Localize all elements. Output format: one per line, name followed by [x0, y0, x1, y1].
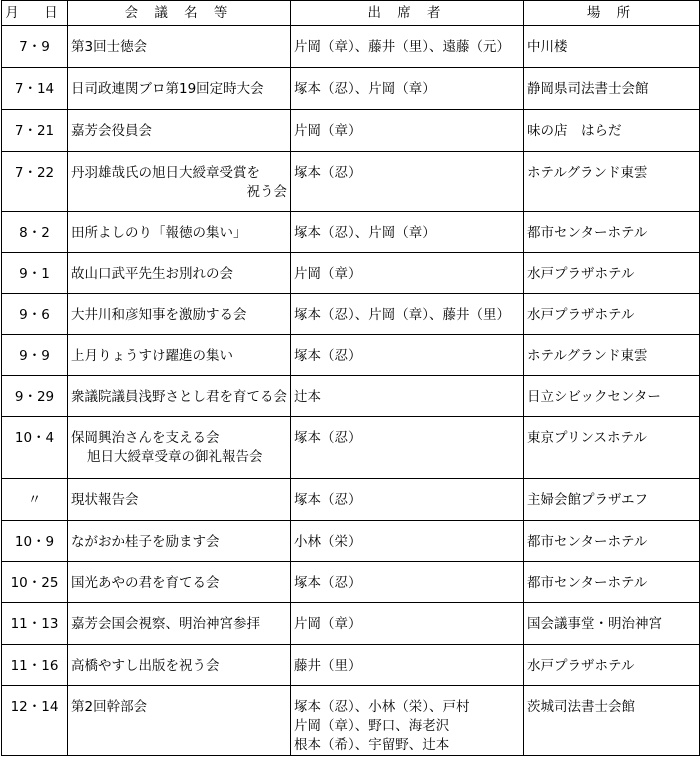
event-line: 田所よしのり「報徳の集い」 — [71, 225, 247, 241]
cell-event — [68, 376, 291, 417]
table-row — [2, 335, 700, 376]
cell-event — [68, 417, 291, 479]
cell-date: 10・25 — [2, 562, 68, 603]
cell-attendees — [291, 479, 524, 521]
event-line: 現状報告会 — [71, 492, 139, 508]
cell-place: 都市センターホテル — [524, 212, 700, 253]
cell-event — [68, 645, 291, 686]
attendee-line: 塚本（忍）、小林（栄）、戸村 — [294, 699, 470, 715]
attendee-line: 塚本（忍）、片岡（章） — [294, 81, 436, 97]
table-row — [2, 376, 700, 417]
attendee-line: 塚本（忍） — [294, 430, 362, 446]
cell-date: 11・16 — [2, 645, 68, 686]
cell-date: 10・9 — [2, 521, 68, 562]
cell-date: 8・2 — [2, 212, 68, 253]
cell-attendees — [291, 253, 524, 294]
cell-place: 水戸プラザホテル — [524, 294, 700, 335]
attendee-line: 藤井（里） — [294, 658, 362, 674]
cell-attendees — [291, 417, 524, 479]
attendee-line: 片岡（章） — [294, 616, 362, 632]
table-row — [2, 110, 700, 152]
cell-event — [68, 335, 291, 376]
cell-place: 水戸プラザホテル — [524, 253, 700, 294]
table-row — [2, 479, 700, 521]
cell-event — [68, 68, 291, 110]
attendee-line: 塚本（忍） — [294, 492, 362, 508]
cell-event — [68, 521, 291, 562]
cell-event — [68, 603, 291, 645]
cell-place: 都市センターホテル — [524, 562, 700, 603]
cell-event — [68, 152, 291, 212]
event-line: 祝う会 — [246, 184, 287, 200]
header-event: 会 議 名 等 — [68, 1, 291, 26]
cell-place: 水戸プラザホテル — [524, 645, 700, 686]
attendee-line: 塚本（忍） — [294, 575, 362, 591]
table-row — [2, 26, 700, 68]
attendee-line: 塚本（忍）、片岡（章）、藤井（里） — [294, 307, 510, 323]
attendee-line: 片岡（章）、野口、海老沢 — [294, 718, 450, 734]
cell-date: 10・4 — [2, 417, 68, 479]
cell-attendees — [291, 645, 524, 686]
table-row — [2, 253, 700, 294]
cell-event — [68, 562, 291, 603]
cell-event — [68, 686, 291, 756]
cell-attendees — [291, 686, 524, 756]
header-attendees: 出 席 者 — [291, 1, 524, 26]
cell-date: 7・14 — [2, 68, 68, 110]
cell-attendees — [291, 603, 524, 645]
cell-date: 9・29 — [2, 376, 68, 417]
event-line: 嘉芳会国会視察、明治神宮参拝 — [71, 616, 260, 632]
cell-date: 〃 — [2, 479, 68, 521]
header-place: 場 所 — [524, 1, 700, 26]
cell-date: 7・22 — [2, 152, 68, 212]
event-line: 丹羽雄哉氏の旭日大綬章受賞を — [71, 165, 260, 181]
cell-event — [68, 479, 291, 521]
header-date: 月 日 — [2, 1, 68, 26]
table-row — [2, 562, 700, 603]
table-row — [2, 645, 700, 686]
attendee-line: 塚本（忍）、片岡（章） — [294, 225, 436, 241]
event-line: 第3回士徳会 — [71, 39, 148, 55]
cell-attendees — [291, 376, 524, 417]
event-line: 旭日大綬章受章の御礼報告会 — [87, 449, 263, 465]
cell-event — [68, 253, 291, 294]
cell-attendees — [291, 68, 524, 110]
cell-event — [68, 294, 291, 335]
cell-place: 都市センターホテル — [524, 521, 700, 562]
cell-event — [68, 212, 291, 253]
event-line: 第2回幹部会 — [71, 699, 148, 715]
table-row — [2, 521, 700, 562]
attendee-line: 小林（栄） — [294, 534, 362, 550]
cell-attendees — [291, 212, 524, 253]
cell-place: ホテルグランド東雲 — [524, 335, 700, 376]
cell-date: 7・21 — [2, 110, 68, 152]
event-line: 高橋やすし出版を祝う会 — [71, 658, 220, 674]
attendee-line: 片岡（章） — [294, 266, 362, 282]
cell-place: 味の店 はらだ — [524, 110, 700, 152]
event-line: 保岡興治さんを支える会 — [71, 430, 220, 446]
attendee-line: 塚本（忍） — [294, 348, 362, 364]
attendee-line: 根本（希）、宇留野、辻本 — [294, 737, 450, 753]
cell-place: 主婦会館プラザエフ — [524, 479, 700, 521]
cell-attendees — [291, 335, 524, 376]
event-line: 衆議院議員浅野さとし君を育てる会 — [71, 389, 287, 405]
cell-attendees — [291, 110, 524, 152]
cell-place: ホテルグランド東雲 — [524, 152, 700, 212]
header-row — [2, 1, 700, 26]
cell-date: 9・6 — [2, 294, 68, 335]
event-line: 日司政連関ブロ第19回定時大会 — [71, 81, 264, 97]
cell-attendees — [291, 152, 524, 212]
event-line: 大井川和彦知事を激励する会 — [71, 307, 247, 323]
attendee-line: 辻本 — [294, 389, 321, 405]
table-row — [2, 294, 700, 335]
event-line: 嘉芳会役員会 — [71, 123, 152, 139]
cell-date: 12・14 — [2, 686, 68, 756]
attendee-line: 片岡（章）、藤井（里）、遠藤（元） — [294, 39, 510, 55]
cell-attendees — [291, 294, 524, 335]
cell-place: 静岡県司法書士会館 — [524, 68, 700, 110]
schedule-table — [1, 0, 700, 756]
cell-attendees — [291, 26, 524, 68]
cell-place: 東京プリンスホテル — [524, 417, 700, 479]
table-row — [2, 417, 700, 479]
table-row — [2, 68, 700, 110]
table-row — [2, 603, 700, 645]
event-line: ながおか桂子を励ます会 — [71, 534, 220, 550]
event-line: 国光あやの君を育てる会 — [71, 575, 220, 591]
cell-event — [68, 26, 291, 68]
cell-date: 11・13 — [2, 603, 68, 645]
table-row — [2, 686, 700, 756]
cell-attendees — [291, 562, 524, 603]
event-line: 故山口武平先生お別れの会 — [71, 266, 233, 282]
attendee-line: 塚本（忍） — [294, 165, 362, 181]
cell-place: 中川楼 — [524, 26, 700, 68]
cell-date: 9・9 — [2, 335, 68, 376]
cell-date: 9・1 — [2, 253, 68, 294]
table-row — [2, 212, 700, 253]
cell-attendees — [291, 521, 524, 562]
table-row — [2, 152, 700, 212]
cell-date: 7・9 — [2, 26, 68, 68]
event-line: 上月りょうすけ躍進の集い — [71, 348, 233, 364]
attendee-line: 片岡（章） — [294, 123, 362, 139]
cell-place: 日立シビックセンター — [524, 376, 700, 417]
cell-event — [68, 110, 291, 152]
cell-place: 茨城司法書士会館 — [524, 686, 700, 756]
cell-place: 国会議事堂・明治神宮 — [524, 603, 700, 645]
